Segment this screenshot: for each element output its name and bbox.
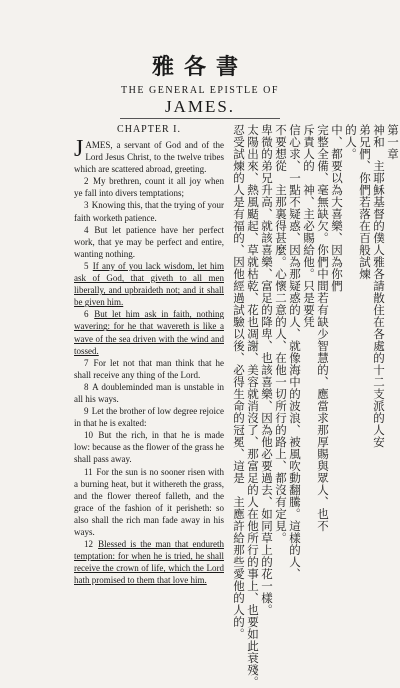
verse-number: 5 [84, 260, 89, 271]
verse-text: My brethren, count it all joy when ye fall into divers temptations; [74, 176, 224, 199]
chinese-text-line: 中、都要以為大喜樂、因為你們 [330, 124, 342, 292]
verse-list [74, 136, 225, 586]
verse-8 [74, 381, 224, 405]
chinese-text-line: 信心求、一點不疑惑、因為那疑惑的人、就像海中的波浪、被風吹動翻騰。這樣的人、 [288, 124, 300, 580]
chinese-text-line: 完整全備、毫無缺欠。你們中間若有缺少智慧的、應當求那厚賜與眾人、也不 [316, 124, 328, 532]
verse-text: If any of you lack wisdom, let him ask of God, that giveth to all men liberally, and upbraideth not; and it shall be given him. [74, 260, 225, 308]
chinese-column [230, 124, 398, 688]
verse-9 [74, 405, 224, 429]
verse-text: For let not that man think that he shall receive any thing of the Lord. [74, 357, 225, 380]
verse-11 [74, 466, 224, 539]
chinese-text-line: 忍受試煉的人是有福的、因他經過試驗以後、必得生命的冠冕、這是 主應許給那些愛他的人的。 [232, 124, 244, 640]
verse-12 [74, 538, 224, 586]
verse-number: 7 [84, 357, 89, 368]
verse-2 [74, 175, 224, 199]
verse-text: A doubleminded man is unstable in all his ways. [74, 381, 224, 404]
verse-number: 12 [84, 539, 93, 550]
verse-number: 6 [84, 309, 89, 320]
verse-text: For the sun is no sooner risen with a burning heat, but it withereth the grass, and the flower thereof falleth, and the grace of the fashion of it perisheth: so also shall the rich man fade away in his ways. [74, 466, 224, 537]
chinese-text-line: 卑微的弟兄升高、就該喜樂、富足的降卑、也該喜樂、因為他必要過去、如同草上的花一樣。 [260, 124, 272, 616]
drop-cap: J [74, 136, 84, 162]
verse-text: But let patience have her perfect work, that ye may be perfect and entire, wanting nothing. [74, 224, 224, 259]
verse-number: 11 [84, 466, 93, 477]
verse-10 [74, 429, 224, 465]
chinese-text-line: 的人。 [344, 124, 356, 160]
verse-number: 2 [84, 176, 89, 187]
chinese-chapter-heading: 第一章 [386, 124, 398, 160]
chinese-text-line: 弟兄們、你們若落在百般試煉 [358, 124, 370, 280]
verse-number: 3 [84, 200, 89, 211]
verse-1 [74, 136, 224, 175]
chinese-text-line: 太陽出來、熱風颳起、草就枯乾、花也凋謝、美容就消沒了、那富足的人在他所行的事上、也要如此衰殘。 [246, 124, 258, 688]
verse-6 [74, 308, 224, 356]
chinese-title: 雅各書 [151, 54, 248, 79]
verse-number: 4 [84, 224, 89, 235]
verse-3 [74, 199, 224, 223]
book-name: JAMES. [164, 97, 236, 116]
verse-4 [74, 224, 224, 260]
verse-text: But the rich, in that he is made low: because as the flower of the grass he shall pass away. [74, 430, 225, 465]
title-divider [120, 118, 280, 119]
english-column [74, 124, 225, 586]
verse-7 [74, 357, 224, 381]
verse-number: 10 [84, 430, 93, 441]
verse-text: AMES, a servant of God and of the Lord Jesus Christ, to the twelve tribes which are scattered abroad, greeting. [74, 140, 224, 175]
verse-text: Let the brother of low degree rejoice in that he is exalted: [74, 406, 225, 429]
chinese-text-line: 不要想從 主那裏得甚麼。心懷二意的人、在他一切所行的路上、都沒有定見。 [274, 124, 286, 544]
verse-text: Knowing this, that the trying of your faith worketh patience. [74, 200, 224, 223]
chinese-text-line: 神和 主耶穌基督的僕人雅各請散住在各處的十二支派的人安 [372, 124, 384, 448]
chinese-text-line: 斥責人的 神、主必賜給他。只是要凭 [302, 124, 314, 328]
english-title: THE GENERAL EPISTLE OF [121, 85, 279, 96]
verse-text: But let him ask in faith, nothing wavering: for he that wavereth is like a wave of the sea driven with the wind and tossed. [74, 309, 224, 356]
verse-5 [74, 260, 224, 308]
verse-text: Blessed is the man that endureth temptation: for when he is tried, he shall receive the crown of life, which the Lord hath promised to them that love him. [74, 539, 224, 586]
chapter-heading: CHAPTER I. [117, 124, 181, 135]
verse-number: 8 [84, 381, 89, 392]
verse-number: 9 [84, 406, 89, 417]
